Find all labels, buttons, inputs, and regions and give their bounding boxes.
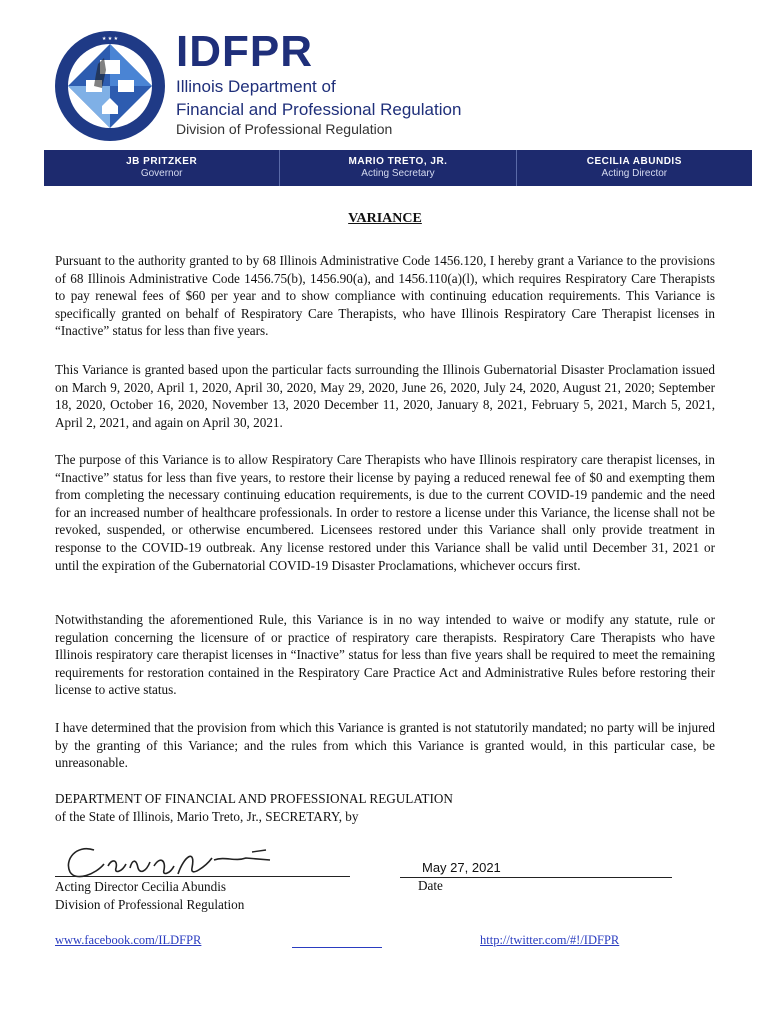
agency-name-line1: Illinois Department of bbox=[176, 77, 336, 96]
officials-banner bbox=[44, 150, 752, 186]
date-value: May 27, 2021 bbox=[422, 860, 501, 875]
footer-blank-link bbox=[292, 947, 382, 948]
twitter-link[interactable]: http://twitter.com/#!/IDFPR bbox=[480, 933, 620, 947]
agency-abbreviation: IDFPR bbox=[176, 27, 313, 76]
paragraph-determination: I have determined that the provision from which this Variance is granted is not statutorily mandated; no party will be injured by the granting of this Variance; and the rules from which this Variance is granted would, in this particular case, be unreasonable. bbox=[55, 720, 715, 771]
svg-text:★ ★ ★: ★ ★ ★ bbox=[101, 36, 119, 42]
official-title: Governor bbox=[140, 168, 183, 179]
signer-division: Division of Professional Regulation bbox=[55, 897, 245, 912]
paragraph-authority: Pursuant to the authority granted to by 68 Illinois Administrative Code 1456.120, I hereby grant a Variance to the provisions of 68 Illinois Administrative Code 1456.75(b), 1456.90(a), and 1456.110(a)(l), which requires Respiratory Care Therapists to pay renewal fees of $60 per year and to show compliance with continuing education requirements. This Variance is specifically granted on behalf of Respiratory Care Therapists, who have Illinois Respiratory Care Therapist licenses in “Inactive” status for less than five years. bbox=[55, 253, 715, 339]
division-name: Division of Professional Regulation bbox=[176, 121, 393, 137]
official-title: Acting Director bbox=[601, 168, 668, 179]
closing-block bbox=[55, 790, 453, 826]
official-director bbox=[517, 150, 752, 186]
agency-header bbox=[176, 27, 462, 120]
paragraph-basis: This Variance is granted based upon the particular facts surrounding the Illinois Gubernatorial Disaster Proclamation issued on March 9, 2020, April 1, 2020, April 30, 2020, May 29, 2020, June 26, 2020, July 24, 2020, August 21, 2020; September 18, 2020, October 16, 2020, November 13, 2020 December 11, 2020, January 8, 2021, February 5, 2021, March 5, 2021, April 2, 2021, and again on April 30, 2021. bbox=[55, 362, 715, 430]
official-name: JB PRITZKER bbox=[126, 156, 198, 167]
closing-department: DEPARTMENT OF FINANCIAL AND PROFESSIONAL REGULATION bbox=[55, 791, 453, 806]
paragraph-purpose: The purpose of this Variance is to allow Respiratory Care Therapists who have Illinois respiratory care therapist licenses, in “Inactive” status for less than five years, to restore their license by paying a reduced renewal fee of $0 and exempting them from completing the necessary continuing education requirements, is due to the current COVID-19 pandemic and the need for an increased number of healthcare professionals. In order to restore a license under this Variance, the license shall not be revoked, suspended, or otherwise encumbered. Licensees restored under this Variance shall only provide treatment in response to the COVID-19 outbreak. Any license restored under this Variance shall be valid until December 31, 2021 or until the expiration of the Gubernatorial COVID-19 Disaster Proclamations, whichever occurs first. bbox=[55, 452, 715, 573]
paragraph-notwithstanding: Notwithstanding the aforementioned Rule, this Variance is in no way intended to waive or modify any statute, rule or regulation concerning the licensure of or practice of respiratory care therapists. Respiratory Care Therapists who have Illinois respiratory care therapist licenses in “Inactive” status for less than five years shall be required to meet the remaining requirements for restoration contained in the Respiratory Care Practice Act and Administrative Rules before restoring their license to active status. bbox=[55, 612, 715, 698]
facebook-link[interactable]: www.facebook.com/ILDFPR bbox=[55, 933, 202, 947]
date-label: Date bbox=[418, 878, 443, 893]
closing-signatory: of the State of Illinois, Mario Treto, Jr., SECRETARY, by bbox=[55, 809, 359, 824]
signer-block bbox=[55, 878, 244, 914]
official-name: MARIO TRETO, JR. bbox=[348, 156, 448, 167]
signature-line bbox=[55, 876, 350, 877]
idfpr-seal-logo bbox=[54, 30, 166, 142]
document-title: VARIANCE bbox=[348, 211, 422, 226]
signer-title: Acting Director Cecilia Abundis bbox=[55, 879, 227, 894]
official-governor bbox=[44, 150, 280, 186]
official-name: CECILIA ABUNDIS bbox=[586, 156, 682, 167]
official-title: Acting Secretary bbox=[361, 168, 435, 179]
official-secretary bbox=[280, 150, 516, 186]
agency-name-line2: Financial and Professional Regulation bbox=[176, 100, 462, 119]
